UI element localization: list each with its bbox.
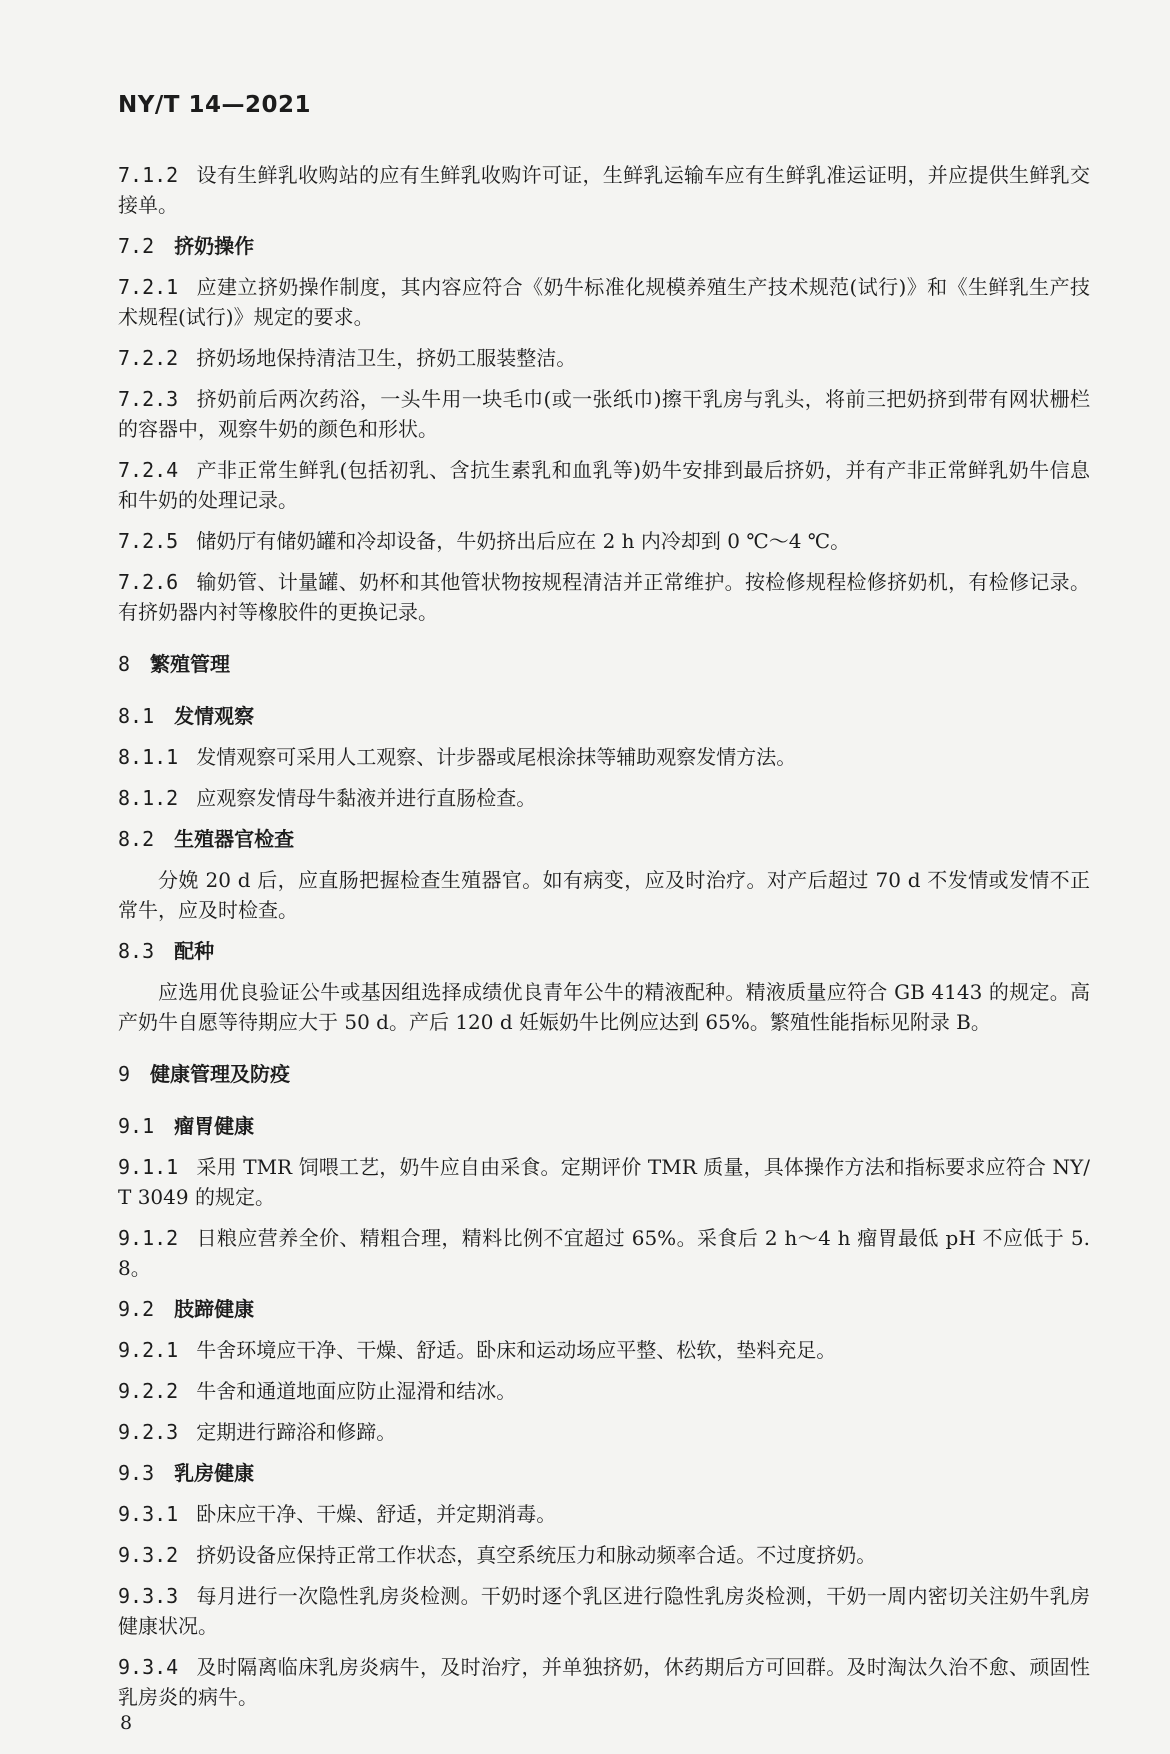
clause-7-1-2 — [118, 160, 1090, 220]
chapter-number: 8 — [118, 652, 131, 676]
clause-text: 定期进行蹄浴和修蹄。 — [196, 1420, 397, 1444]
section-title: 生殖器官检查 — [174, 827, 295, 851]
section-heading-8-1 — [118, 701, 1090, 731]
clause-number: 7.2.4 — [118, 458, 179, 482]
section-number: 8.3 — [118, 939, 155, 963]
clause-number: 9.2.2 — [118, 1379, 179, 1403]
clause-9-3-4 — [118, 1652, 1090, 1712]
clause-number: 7.2.2 — [118, 346, 179, 370]
section-title: 挤奶操作 — [174, 234, 255, 258]
clause-8-1-1 — [118, 742, 1090, 772]
section-heading-9-1 — [118, 1111, 1090, 1141]
clause-number: 9.2.1 — [118, 1338, 179, 1362]
clause-number: 7.2.1 — [118, 275, 179, 299]
clause-9-3-2 — [118, 1540, 1090, 1570]
clause-text: 牛舍和通道地面应防止湿滑和结冰。 — [196, 1379, 517, 1403]
clause-number: 9.1.2 — [118, 1226, 179, 1250]
clause-text: 每月进行一次隐性乳房炎检测。干奶时逐个乳区进行隐性乳房炎检测，干奶一周内密切关注奶牛乳房健康状况。 — [118, 1584, 1090, 1638]
chapter-title: 繁殖管理 — [150, 652, 231, 676]
chapter-number: 9 — [118, 1062, 131, 1086]
clause-number: 9.2.3 — [118, 1420, 179, 1444]
clause-text: 应建立挤奶操作制度，其内容应符合《奶牛标准化规模养殖生产技术规范(试行)》和《生鲜乳生产技术规程(试行)》规定的要求。 — [118, 275, 1090, 329]
clause-text: 挤奶前后两次药浴，一头牛用一块毛巾(或一张纸巾)擦干乳房与乳头，将前三把奶挤到带有网状栅栏的容器中，观察牛奶的颜色和形状。 — [118, 387, 1090, 441]
section-number: 8.1 — [118, 704, 155, 728]
clause-7-2-6 — [118, 567, 1090, 627]
clause-text: 产非正常生鲜乳(包括初乳、含抗生素乳和血乳等)奶牛安排到最后挤奶，并有产非正常鲜乳奶牛信息和牛奶的处理记录。 — [118, 458, 1090, 512]
section-number: 9.2 — [118, 1297, 155, 1321]
clause-7-2-5 — [118, 526, 1090, 556]
clause-text: 及时隔离临床乳房炎病牛，及时治疗，并单独挤奶，休药期后方可回群。及时淘汰久治不愈、顽固性乳房炎的病牛。 — [118, 1655, 1090, 1709]
clause-9-1-2 — [118, 1223, 1090, 1283]
clause-9-2-1 — [118, 1335, 1090, 1365]
clause-number: 7.2.3 — [118, 387, 179, 411]
clause-number: 8.1.2 — [118, 786, 179, 810]
clause-number: 7.2.5 — [118, 529, 179, 553]
clause-9-2-2 — [118, 1376, 1090, 1406]
clause-number: 9.3.1 — [118, 1502, 179, 1526]
clause-9-1-1 — [118, 1152, 1090, 1212]
chapter-heading-8 — [118, 649, 1090, 679]
section-heading-7-2 — [118, 231, 1090, 261]
clause-text: 设有生鲜乳收购站的应有生鲜乳收购许可证，生鲜乳运输车应有生鲜乳准运证明，并应提供生鲜乳交接单。 — [118, 163, 1090, 217]
section-heading-8-2 — [118, 824, 1090, 854]
section-number: 7.2 — [118, 234, 155, 258]
clause-7-2-3 — [118, 384, 1090, 444]
clause-7-2-4 — [118, 455, 1090, 515]
clause-9-2-3 — [118, 1417, 1090, 1447]
section-title: 乳房健康 — [174, 1461, 255, 1485]
clause-number: 7.2.6 — [118, 570, 179, 594]
section-title: 配种 — [174, 939, 215, 963]
section-number: 9.3 — [118, 1461, 155, 1485]
clause-7-2-1 — [118, 272, 1090, 332]
section-heading-9-2 — [118, 1294, 1090, 1324]
clause-text: 输奶管、计量罐、奶杯和其他管状物按规程清洁并正常维护。按检修规程检修挤奶机，有检修记录。有挤奶器内衬等橡胶件的更换记录。 — [118, 570, 1090, 624]
clause-8-1-2 — [118, 783, 1090, 813]
paragraph-8-3: 应选用优良验证公牛或基因组选择成绩优良青年公牛的精液配种。精液质量应符合 GB 4143 的规定。高产奶牛自愿等待期应大于 50 d。产后 120 d 妊娠奶牛比例应达到 65%。繁殖性能指标见附录 B。 — [118, 980, 1090, 1034]
section-number: 8.2 — [118, 827, 155, 851]
clause-text: 挤奶设备应保持正常工作状态，真空系统压力和脉动频率合适。不过度挤奶。 — [196, 1543, 877, 1567]
clause-number: 9.1.1 — [118, 1155, 179, 1179]
section-title: 瘤胃健康 — [174, 1114, 255, 1138]
section-heading-9-3 — [118, 1458, 1090, 1488]
clause-text: 挤奶场地保持清洁卫生，挤奶工服装整洁。 — [196, 346, 577, 370]
chapter-title: 健康管理及防疫 — [150, 1062, 291, 1086]
clause-7-2-2 — [118, 343, 1090, 373]
clause-number: 9.3.2 — [118, 1543, 179, 1567]
section-number: 9.1 — [118, 1114, 155, 1138]
clause-text: 储奶厅有储奶罐和冷却设备，牛奶挤出后应在 2 h 内冷却到 0 ℃～4 ℃。 — [196, 529, 851, 553]
clause-number: 9.3.3 — [118, 1584, 179, 1608]
chapter-heading-9 — [118, 1059, 1090, 1089]
section-title: 肢蹄健康 — [174, 1297, 255, 1321]
paragraph-8-2: 分娩 20 d 后，应直肠把握检查生殖器官。如有病变，应及时治疗。对产后超过 70 d 不发情或发情不正常牛，应及时检查。 — [118, 868, 1090, 922]
clause-9-3-1 — [118, 1499, 1090, 1529]
clause-text: 牛舍环境应干净、干燥、舒适。卧床和运动场应平整、松软，垫料充足。 — [196, 1338, 837, 1362]
clause-number: 8.1.1 — [118, 745, 179, 769]
clause-text: 日粮应营养全价、精粗合理，精料比例不宜超过 65%。采食后 2 h～4 h 瘤胃最低 pH 不应低于 5.8。 — [118, 1226, 1090, 1280]
clause-number: 7.1.2 — [118, 163, 179, 187]
clause-9-3-3 — [118, 1581, 1090, 1641]
section-heading-8-3 — [118, 936, 1090, 966]
page-number: 8 — [120, 1712, 133, 1734]
clause-text: 应观察发情母牛黏液并进行直肠检查。 — [196, 786, 537, 810]
clause-text: 发情观察可采用人工观察、计步器或尾根涂抹等辅助观察发情方法。 — [196, 745, 797, 769]
standard-code: NY/T 14—2021 — [118, 92, 312, 118]
document-body — [118, 160, 1090, 1723]
clause-number: 9.3.4 — [118, 1655, 179, 1679]
clause-text: 卧床应干净、干燥、舒适，并定期消毒。 — [196, 1502, 557, 1526]
section-title: 发情观察 — [174, 704, 255, 728]
clause-text: 采用 TMR 饲喂工艺，奶牛应自由采食。定期评价 TMR 质量，具体操作方法和指标要求应符合 NY/T 3049 的规定。 — [118, 1155, 1090, 1209]
